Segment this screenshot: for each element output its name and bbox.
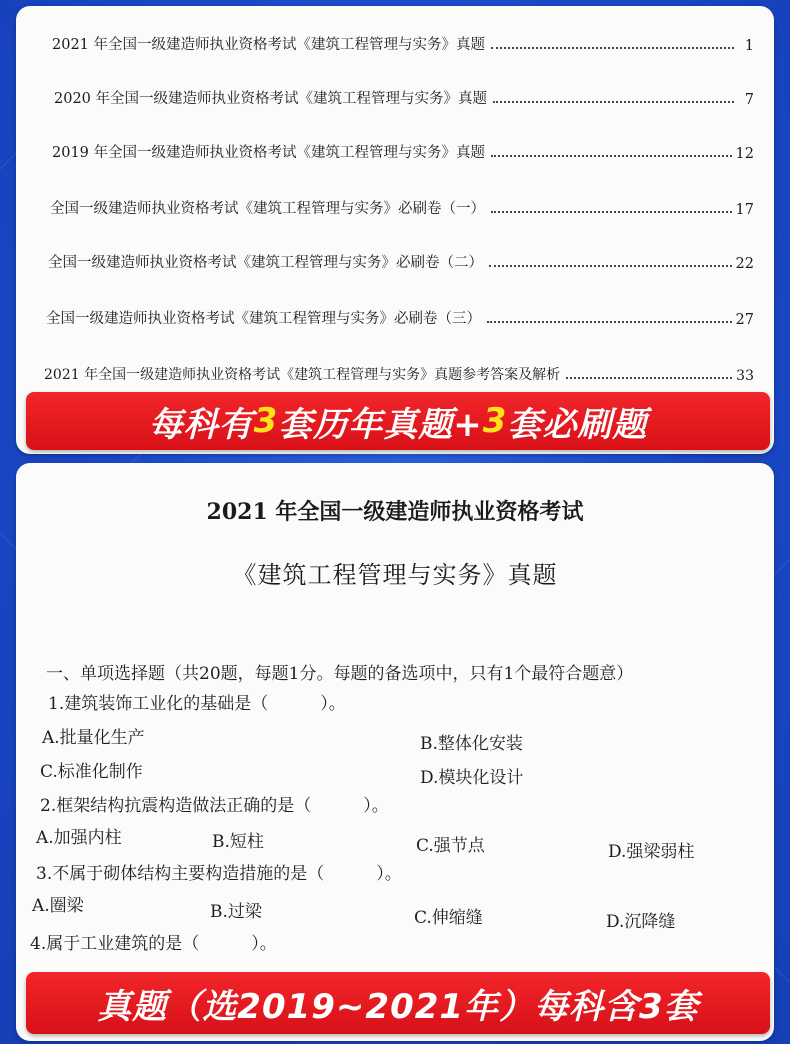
banner-highlight: 3 [482, 401, 508, 441]
option-d: D.模块化设计 [420, 768, 524, 788]
banner-text: 套历年真题+ [278, 404, 483, 445]
option-c: C.强节点 [416, 836, 485, 856]
toc-leader [491, 210, 732, 213]
toc-row[interactable] [52, 30, 754, 54]
option-b: B.短柱 [212, 832, 264, 852]
toc-leader [566, 376, 732, 379]
banner-text: 每科有 [148, 404, 254, 445]
toc-page: 7 [744, 92, 754, 108]
option-c: C.伸缩缝 [414, 908, 483, 928]
toc-leader [491, 154, 732, 157]
option-b: B.整体化安装 [420, 734, 523, 754]
toc-page: 17 [735, 202, 754, 218]
toc-title: 2020 年全国一级建造师执业资格考试《建筑工程管理与实务》真题 [54, 91, 488, 107]
toc-leader [493, 100, 734, 103]
question-stem-text: ）。 [363, 796, 389, 816]
promo-banner-bottom [26, 972, 770, 1034]
toc-page: 27 [735, 312, 754, 328]
toc-page: 12 [735, 146, 754, 162]
exam-title: 2021 年全国一级建造师执业资格考试 [206, 499, 584, 525]
question-stem-text: 3.不属于砌体结构主要构造措施的是（ [36, 864, 325, 884]
banner-highlight: 3 [253, 401, 279, 441]
question-stem-text: 2.框架结构抗震构造做法正确的是（ [40, 796, 312, 816]
toc-title: 全国一级建造师执业资格考试《建筑工程管理与实务》必刷卷（一） [50, 201, 485, 217]
option-a: A.加强内柱 [36, 828, 122, 848]
option-a: A.批量化生产 [42, 728, 145, 748]
toc-leader [491, 46, 734, 49]
toc-title: 2019 年全国一级建造师执业资格考试《建筑工程管理与实务》真题 [52, 145, 486, 161]
question-stem [30, 929, 277, 954]
option-b: B.过梁 [210, 902, 262, 922]
exam-subtitle: 《建筑工程管理与实务》真题 [232, 561, 558, 589]
section-heading: 一、单项选择题（共20题，每题1分。每题的备选项中，只有1个最符合题意） [46, 664, 634, 684]
question-stem-text: ）。 [376, 864, 402, 884]
toc-leader [487, 320, 732, 323]
option-d: D.强梁弱柱 [608, 842, 695, 862]
promo-banner-top [26, 392, 770, 450]
banner-text: 套必刷题 [507, 404, 648, 445]
exam-page-panel [16, 463, 774, 1041]
option-c: C.标准化制作 [40, 762, 143, 782]
option-a: A.圈梁 [32, 896, 84, 916]
question-stem-text: ）。 [251, 934, 277, 954]
question-stem-text: 1.建筑装饰工业化的基础是（ [48, 694, 269, 714]
toc-page: 1 [744, 38, 754, 54]
toc-row[interactable] [44, 360, 754, 384]
question-stem-text: 4.属于工业建筑的是（ [30, 934, 200, 954]
toc-title: 2021 年全国一级建造师执业资格考试《建筑工程管理与实务》真题 [52, 37, 486, 53]
option-d: D.沉降缝 [606, 912, 676, 932]
banner-text: 真题（选2019~2021年）每科含3套 [97, 986, 699, 1027]
toc-row[interactable] [46, 304, 754, 328]
toc-row[interactable] [48, 248, 754, 272]
toc-title: 2021 年全国一级建造师执业资格考试《建筑工程管理与实务》真题参考答案及解析 [44, 367, 561, 383]
question-stem-text: ）。 [320, 694, 346, 714]
toc-row[interactable] [52, 138, 754, 162]
contents-panel [16, 6, 774, 454]
toc-leader [489, 264, 732, 267]
toc-row[interactable] [54, 84, 754, 108]
question-stem [36, 859, 402, 884]
toc-page: 22 [735, 256, 754, 272]
question-stem [48, 689, 346, 714]
toc-title: 全国一级建造师执业资格考试《建筑工程管理与实务》必刷卷（三） [46, 311, 481, 327]
toc-row[interactable] [50, 194, 754, 218]
toc-title: 全国一级建造师执业资格考试《建筑工程管理与实务》必刷卷（二） [48, 255, 483, 271]
question-stem [40, 791, 389, 816]
toc-page: 33 [736, 368, 754, 384]
